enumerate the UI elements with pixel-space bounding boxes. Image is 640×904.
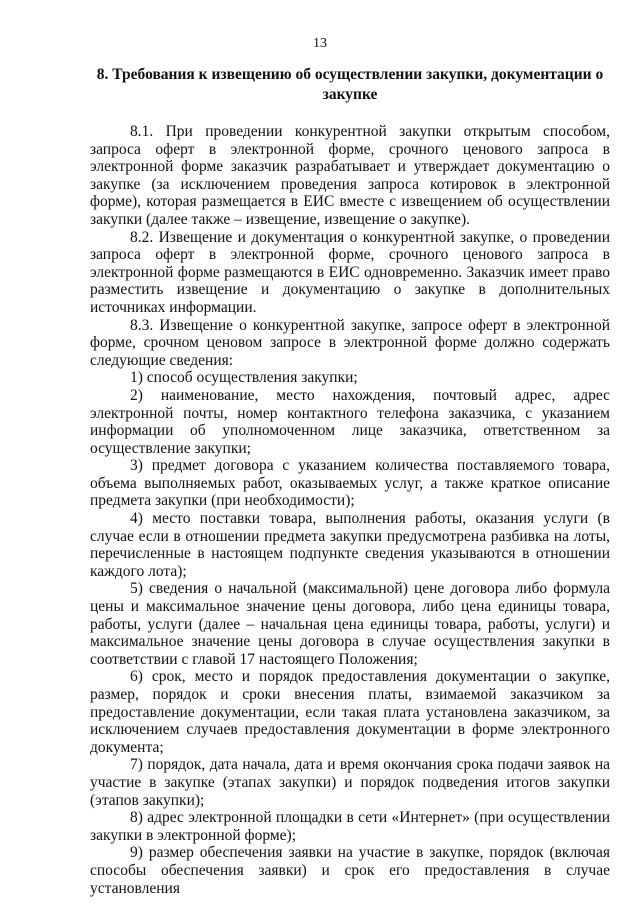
- list-item-4: 4) место поставки товара, выполнения работы, оказания услуги (в случае если в отношении предмета закупки предусмотрена разбивка на лоты, перечисленные в настоящем подпункте сведения указываются в отношении каждого лота);: [90, 510, 610, 580]
- list-item-8: 8) адрес электронной площадки в сети «Интернет» (при осуществлении закупки в электронной форме);: [90, 809, 610, 844]
- paragraph-8-3: 8.3. Извещение о конкурентной закупке, запросе оферт в электронной форме, срочном ценовом запросе в электронной форме должно содержать следующие сведения:: [90, 316, 610, 369]
- list-item-5: 5) сведения о начальной (максимальной) цене договора либо формула цены и максимальное значение цены договора, либо цена единицы товара, работы, услуги (далее – начальная цена единицы товара, работы, услуги) и максимальное значение цены договора в случае осуществления закупки в соответствии с главой 17 настоящего Положения;: [90, 580, 610, 668]
- list-item-2: 2) наименование, место нахождения, почтовый адрес, адрес электронной почты, номер контактного телефона заказчика, с указанием информации об уполномоченном лице заказчика, ответственном за осуществление закупки;: [90, 386, 610, 457]
- list-item-1: 1) способ осуществления закупки;: [130, 369, 358, 387]
- list-item-7: 7) порядок, дата начала, дата и время окончания срока подачи заявок на участие в закупке (этапах закупки) и порядок подведения итогов закупки (этапов закупки);: [90, 756, 610, 809]
- document-body: [90, 123, 610, 897]
- list-item-3: 3) предмет договора с указанием количества поставляемого товара, объема выполняемых работ, оказываемых услуг, а также краткое описание предмета закупки (при необходимости);: [90, 457, 610, 510]
- paragraph-8-2: 8.2. Извещение и документация о конкурентной закупке, о проведении запроса оферт в электронной форме, срочного ценового запроса в электронной форме размещаются в ЕИС одновременно. Заказчик имеет право разместить извещение и документацию о закупке в дополнительных источниках информации.: [90, 228, 610, 316]
- list-item-9: 9) размер обеспечения заявки на участие в закупке, порядок (включая способы обеспечения заявки) и срок его предоставления в случае установления: [90, 844, 610, 897]
- list-item-6: 6) срок, место и порядок предоставления документации о закупке, размер, порядок и сроки внесения платы, взимаемой заказчиком за предоставление документации, если такая плата установлена заказчиком, за исключением случаев предоставления документации в форме электронного документа;: [90, 668, 610, 756]
- page-number: 13: [313, 36, 327, 51]
- paragraph-8-1: 8.1. При проведении конкурентной закупки открытым способом, запроса оферт в электронной форме, срочного ценового запроса в электронной форме заказчик разрабатывает и утверждает документацию о закупке (за исключением проведения запроса котировок в электронной форме), которая размещается в ЕИС вместе с извещением об осуществлении закупки (далее также – извещение, извещение о закупке).: [90, 123, 610, 228]
- section-title: 8. Требования к извещению об осуществлении закупки, документации о закупке: [96, 66, 604, 103]
